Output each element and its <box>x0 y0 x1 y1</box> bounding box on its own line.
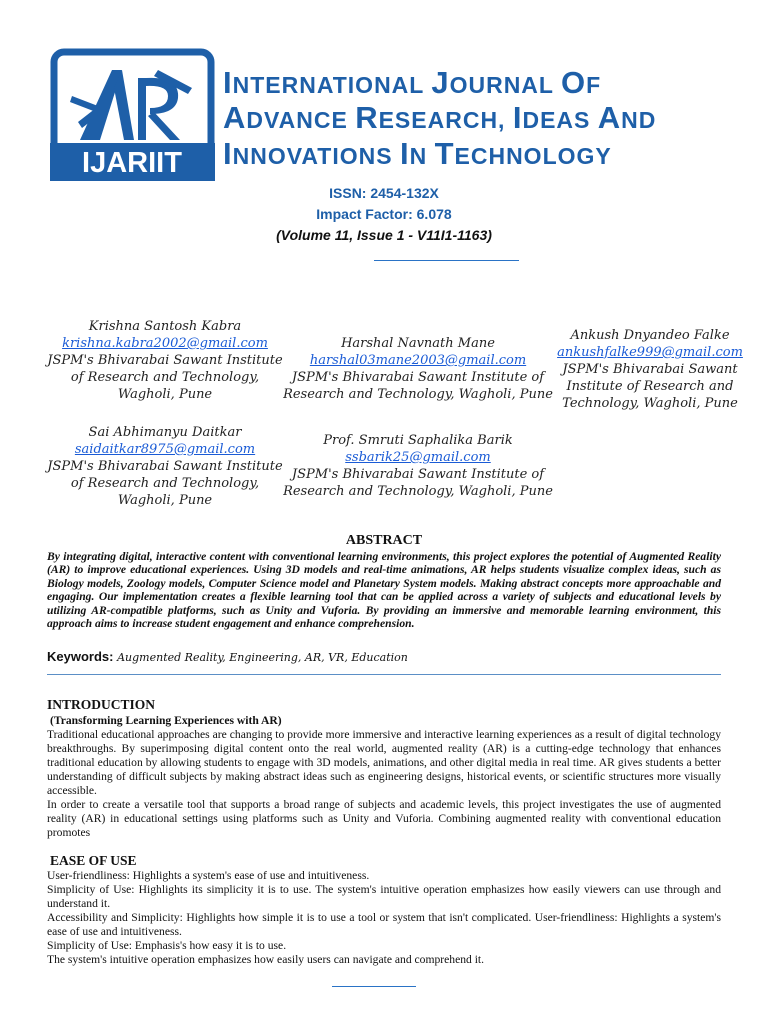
journal-title-part: I <box>512 100 523 135</box>
journal-title-part: A <box>223 100 247 135</box>
journal-title-part: OURNAL <box>449 72 561 98</box>
journal-title-part: DVANCE <box>246 107 356 133</box>
author-affiliation: Institute of Research and <box>566 379 734 394</box>
author-name: Ankush Dnyandeo Falke <box>570 328 730 343</box>
abstract-body: By integrating digital, interactive content with conventional learning environments, this project explores the potential of Augmented Reality (AR) to improve educational experiences. Using 3D models and real-time animations, AR helps students visualize complex ideas, such as Biology models, Zoology models, Computer Science model and Planetary System models. Making abstract concepts more approachable and engaging. Our implementation creates a flexible learning tool that can be applied across a variety of subjects and educational levels by utilizing AR-compatible platforms, such as Unity and Vuforia. By providing an immersive and memorable learning environment, this approach aims to increase student engagement and enhance comprehension. <box>47 550 721 631</box>
author-block-3 <box>552 327 748 412</box>
author-name: Sai Abhimanyu Daitkar <box>88 425 242 440</box>
introduction-paragraph-1: Traditional educational approaches are changing to provide more immersive and interactive learning experiences as a result of digital technology breakthroughs. By superimposing digital content onto the real world, augmented reality (AR) is a cutting-edge technology that enhances traditional education by allowing students to engage with 3D models, animations, and other digital media in real time. AR gives students a better understanding of difficult subjects by making abstract ideas such as engineering designs, historical events, or scientific structures more visually accessible. <box>47 728 721 797</box>
journal-title-part: N <box>409 143 435 169</box>
journal-title-part: O <box>560 65 587 100</box>
journal-title-part: T <box>434 136 455 171</box>
journal-title-part: NNOVATIONS <box>232 143 400 169</box>
journal-title-part: NTERNATIONAL <box>232 72 432 98</box>
keywords-label: Keywords: <box>47 649 114 664</box>
journal-title-part: A <box>597 100 622 135</box>
author-email-link[interactable]: ssbarik25@gmail.com <box>345 450 491 465</box>
author-affiliation: JSPM's Bhivarabai Sawant Institute <box>47 353 283 368</box>
ease-line-4: Simplicity of Use: Emphasis's how easy it is to use. <box>47 939 287 952</box>
logo-text: IJARIIT <box>82 147 182 179</box>
author-name: Prof. Smruti Saphalika Barik <box>323 433 513 448</box>
author-affiliation: JSPM's Bhivarabai Sawant <box>562 362 738 377</box>
author-affiliation: Research and Technology, Wagholi, Pune <box>283 387 553 402</box>
journal-title-part: DEAS <box>522 107 598 133</box>
author-affiliation: JSPM's Bhivarabai Sawant Institute <box>47 459 283 474</box>
ease-line-1: User-friendliness: Highlights a system's ease of use and intuitiveness. <box>47 869 370 882</box>
journal-header <box>0 0 768 185</box>
author-block-4 <box>44 424 286 509</box>
journal-title-part: ND <box>621 107 657 133</box>
author-block-5 <box>280 432 556 500</box>
introduction-subheading: (Transforming Learning Experiences with AR) <box>50 714 282 727</box>
author-affiliation: Wagholi, Pune <box>117 493 213 508</box>
journal-title-part: J <box>431 65 450 100</box>
journal-title-part: ESEARCH, <box>378 107 513 133</box>
author-block-2 <box>280 335 556 403</box>
journal-title-part: R <box>355 100 379 135</box>
author-block-1 <box>44 318 286 403</box>
author-affiliation: Technology, Wagholi, Pune <box>562 396 738 411</box>
author-affiliation: Research and Technology, Wagholi, Pune <box>283 484 553 499</box>
abstract-divider <box>47 674 721 675</box>
author-email-link[interactable]: saidaitkar8975@gmail.com <box>74 442 256 457</box>
keywords <box>47 649 408 664</box>
abstract-title: ABSTRACT <box>345 533 423 548</box>
author-name: Harshal Navnath Mane <box>341 336 495 351</box>
introduction-paragraph-2: In order to create a versatile tool that supports a broad range of subjects and academic levels, this project investigates the use of augmented reality (AR) in educational settings using platforms such as Unity and Vuforia. Combining augmented reality with conventional education promotes <box>47 798 721 839</box>
footer-divider <box>332 986 416 987</box>
author-name: Krishna Santosh Kabra <box>88 319 242 334</box>
author-affiliation: of Research and Technology, <box>70 476 260 491</box>
journal-title-line-3 <box>223 136 612 172</box>
journal-title-part: I <box>223 65 233 100</box>
header-divider <box>374 260 519 261</box>
journal-title-part: F <box>586 72 602 98</box>
author-affiliation: of Research and Technology, <box>70 370 260 385</box>
author-affiliation: JSPM's Bhivarabai Sawant Institute of <box>291 467 545 482</box>
ease-of-use-heading: EASE OF USE <box>50 853 137 868</box>
introduction-heading: INTRODUCTION <box>47 697 156 712</box>
ease-line-5: The system's intuitive operation emphasizes how easily users can navigate and comprehend it. <box>47 953 485 966</box>
volume-issue: (Volume 11, Issue 1 - V11I1-1163) <box>276 227 492 243</box>
journal-title-part: I <box>223 136 233 171</box>
ease-paragraph-2: Simplicity of Use: Highlights its simplicity it is to use. The system's intuitive operation emphasizes how easily viewers can use through and understand it. <box>47 883 721 910</box>
ease-paragraph-3: Accessibility and Simplicity: Highlights how simple it is to use a tool or system that isn't complicated. User-friendliness: Highlights a system's ease of use and intuitiveness. <box>47 911 721 938</box>
author-affiliation: JSPM's Bhivarabai Sawant Institute of <box>291 370 545 385</box>
author-email-link[interactable]: harshal03mane2003@gmail.com <box>309 353 527 368</box>
author-email-link[interactable]: ankushfalke999@gmail.com <box>557 345 743 360</box>
journal-title-part: ECHNOLOGY <box>454 143 612 169</box>
journal-title-line-1 <box>223 65 601 101</box>
author-affiliation: Wagholi, Pune <box>117 387 213 402</box>
keywords-value: Augmented Reality, Engineering, AR, VR, Education <box>117 651 408 664</box>
ijariit-logo <box>50 48 215 181</box>
journal-title-part: I <box>399 136 410 171</box>
author-email-link[interactable]: krishna.kabra2002@gmail.com <box>62 336 268 351</box>
journal-title-line-2 <box>223 100 656 136</box>
issn: ISSN: 2454-132X <box>329 185 439 201</box>
impact-factor: Impact Factor: 6.078 <box>316 206 452 222</box>
